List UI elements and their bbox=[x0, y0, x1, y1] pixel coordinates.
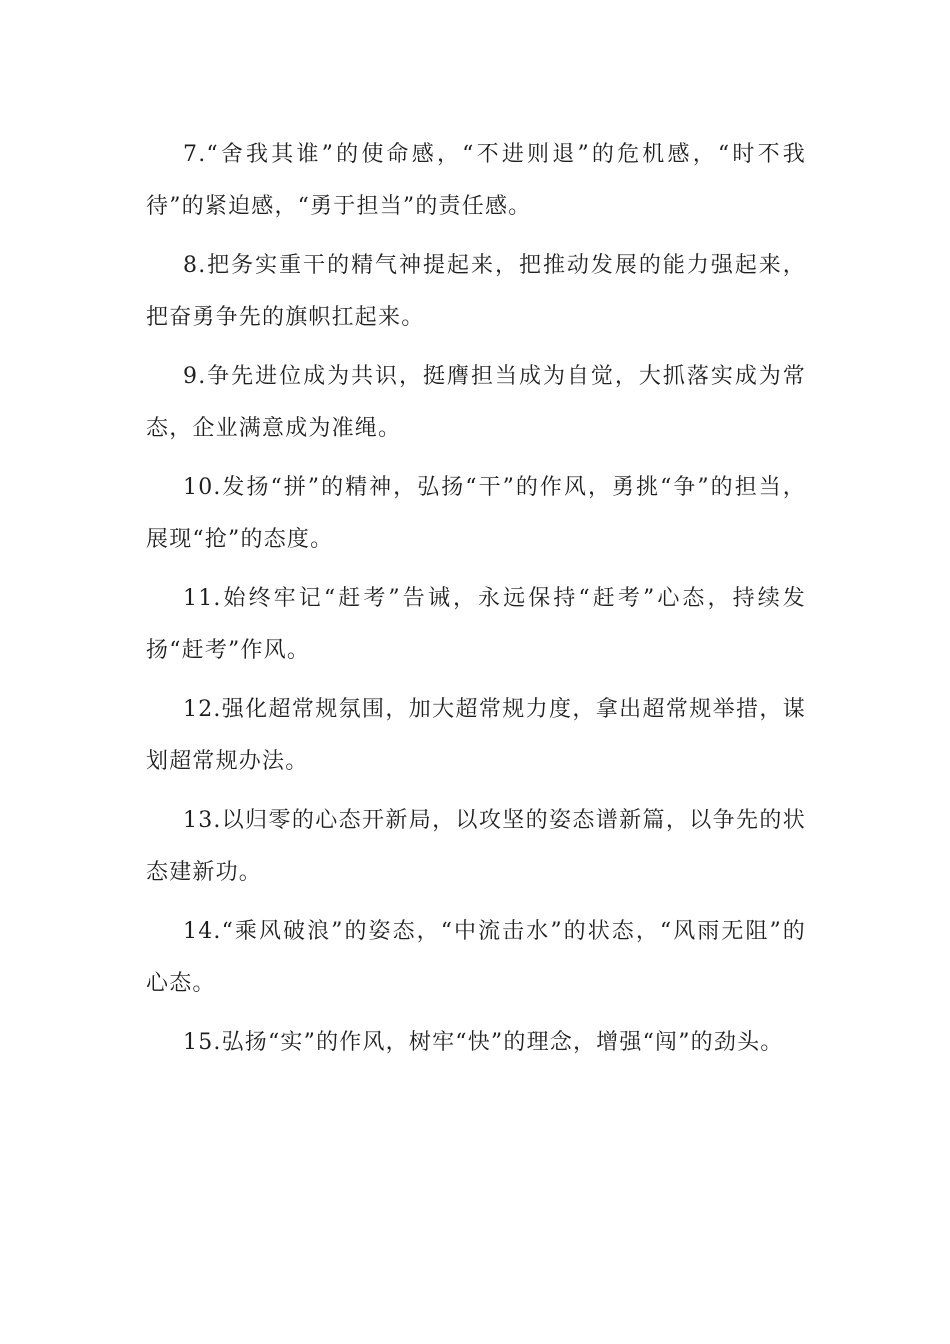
paragraph-15: 15.弘扬“实”的作风，树牢“快”的理念，增强“闯”的劲头。 bbox=[183, 1030, 784, 1055]
paragraph-11: 11.始终牢记“赶考”告诫，永远保持“赶考”心态，持续发扬“赶考”作风。 bbox=[146, 586, 806, 663]
paragraph-10: 10.发扬“拼”的精神，弘扬“干”的作风，勇挑“争”的担当，展现“抢”的态度。 bbox=[146, 475, 806, 552]
paragraph-9: 9.争先进位成为共识，挺膺担当成为自觉，大抓落实成为常态，企业满意成为准绳。 bbox=[146, 364, 806, 441]
paragraph-12: 12.强化超常规氛围，加大超常规力度，拿出超常规举措，谋划超常规办法。 bbox=[146, 697, 806, 774]
paragraph-7: 7.“舍我其谁”的使命感，“不进则退”的危机感，“时不我待”的紧迫感，“勇于担当”的责任感。 bbox=[146, 142, 806, 219]
paragraph-14: 14.“乘风破浪”的姿态，“中流击水”的状态，“风雨无阻”的心态。 bbox=[146, 919, 806, 996]
paragraph-8: 8.把务实重干的精气神提起来，把推动发展的能力强起来，把奋勇争先的旗帜扛起来。 bbox=[146, 253, 806, 330]
paragraph-13: 13.以归零的心态开新局，以攻坚的姿态谱新篇，以争先的状态建新功。 bbox=[146, 808, 806, 885]
document-body bbox=[146, 129, 806, 1076]
